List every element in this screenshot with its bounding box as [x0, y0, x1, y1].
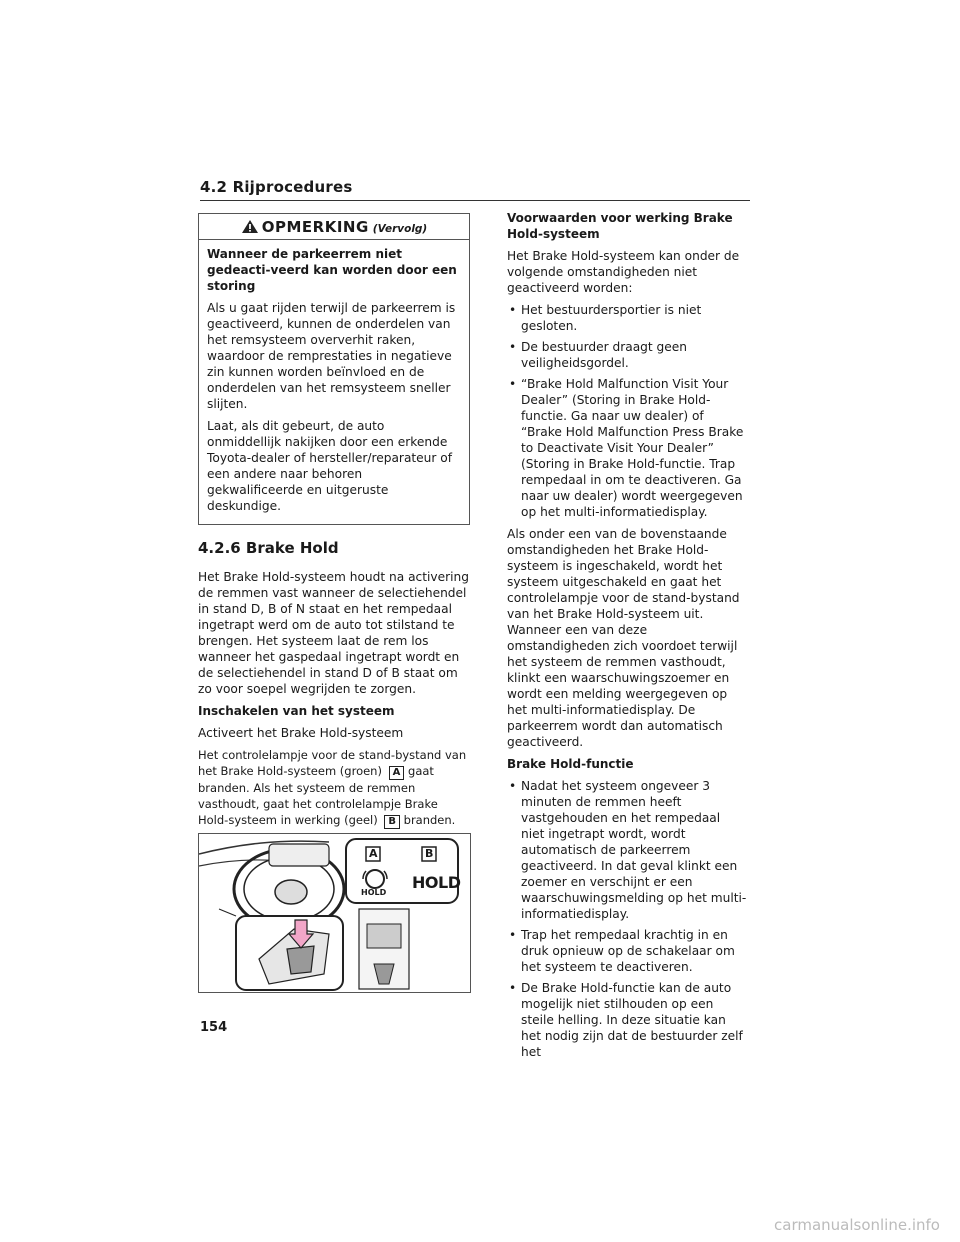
enable-text: Activeert het Brake Hold-systeem — [198, 726, 404, 740]
section-intro: Het Brake Hold-systeem houdt na activering de remmen vast wanneer de selectiehendel in stand D, B of N staat en het rempedaal ingetrapt werd om de auto tot stilstand te brengen. Het systeem laat de rem los wanneer het gaspedaal ingetrapt wordt en de selectiehendel in stand D of B staat om zo voor soepel wegrijden te zorgen. — [198, 570, 469, 696]
page-header — [200, 178, 750, 201]
figure-label-a: A — [369, 847, 378, 860]
lamp-text-3: branden. — [403, 813, 456, 827]
lamp-text-1: Het controlelampje voor de stand-bystand van het Brake Hold-systeem (groen) — [198, 748, 467, 778]
header-rule — [200, 200, 750, 201]
note-continued: (Vervolg) — [372, 223, 428, 235]
note-paragraph-1: Als u gaat rijden terwijl de parkeerrem is geactiveerd, kunnen de onderdelen van het remsysteem oververhit raken, waardoor de remprestaties in negatieve zin kunnen worden beïnvloed en de onderdelen van het remsysteem sneller slijten. — [207, 301, 456, 411]
function-heading: Brake Hold-functie — [507, 757, 634, 771]
label-a-tag: A — [389, 766, 405, 780]
conditions-intro: Het Brake Hold-systeem kan onder de volgende omstandigheden niet geactiveerd worden: — [507, 249, 740, 295]
list-item: • Trap het rempedaal krachtig in en druk opnieuw op de schakelaar om het systeem te deactiveren. — [509, 928, 735, 974]
label-b-tag: B — [384, 815, 400, 829]
figure-label-b: B — [425, 847, 434, 860]
note-subtitle: Wanneer de parkeerrem niet gedeacti-veerd kan worden door een storing — [207, 247, 457, 293]
note-title: OPMERKING — [261, 218, 369, 236]
warning-note-box — [198, 213, 470, 525]
conditions-list — [507, 302, 747, 520]
header-title: 4.2 Rijprocedures — [200, 178, 353, 196]
lamp-description — [198, 747, 470, 829]
note-paragraph-2: Laat, als dit gebeurt, de auto onmiddellijk nakijken door een erkende Toyota-dealer of hersteller/reparateur of een andere naar behoren gekwalificeerde en uitgeruste deskundige. — [207, 419, 453, 513]
hold-standby-indicator-text: HOLD — [361, 888, 387, 897]
page-number: 154 — [200, 1020, 228, 1035]
list-item: • Nadat het systeem ongeveer 3 minuten de remmen heeft vastgehouden en het rempedaal niet ingetrapt wordt, wordt automatisch de parkeerrem geactiveerd. In dat geval klinkt een zoemer en verschijnt er een waarschuwingsmelding op het multi-informatiedisplay. — [509, 779, 747, 921]
left-column — [198, 213, 470, 835]
hold-active-indicator-text: HOLD — [412, 873, 461, 892]
function-list — [507, 778, 747, 1060]
section-title: 4.2.6 Brake Hold — [198, 539, 339, 557]
watermark: carmanualsonline.info — [774, 1216, 940, 1234]
conditions-after: Als onder een van de bovenstaande omstandigheden het Brake Hold-systeem is ingeschakeld, wordt het systeem uitgeschakeld en gaat het controlelampje voor de stand-bystand van het Brake Hold-systeem uit. Wanneer een van deze omstandigheden zich voordoet terwijl het systeem de remmen vasthoudt, klinkt een waarschuwingszoemer en wordt een melding weergegeven op het multi-informatiedisplay. De parkeerrem wordt dan automatisch geactiveerd. — [507, 527, 740, 749]
list-item: • De bestuurder draagt geen veiligheidsgordel. — [509, 340, 688, 370]
right-column — [507, 210, 747, 1066]
list-item: • Het bestuurdersportier is niet gesloten. — [509, 303, 702, 333]
note-header — [199, 214, 469, 240]
lamp-text-2: gaat branden. Als het systeem de remmen vasthoudt, gaat het controlelampje Brake Hold-systeem in werking (geel) — [198, 764, 438, 827]
brake-hold-illustration — [198, 833, 471, 993]
enable-heading: Inschakelen van het systeem — [198, 704, 395, 718]
conditions-heading: Voorwaarden voor werking Brake Hold-systeem — [507, 211, 733, 241]
warning-triangle-icon — [241, 219, 259, 234]
list-item: • “Brake Hold Malfunction Visit Your Dealer” (Storing in Brake Hold-functie. Ga naar uw dealer) of “Brake Hold Malfunction Press Brake to Deactivate Visit Your Dealer” (Storing in Brake Hold-functie. Trap rempedaal in om te deactiveren. Ga naar uw dealer) wordt weergegeven op het multi-informatiedisplay. — [509, 377, 744, 519]
list-item: • De Brake Hold-functie kan de auto mogelijk niet stilhouden op een steile helling. In deze situatie kan het nodig zijn dat de bestuurder zelf het — [509, 981, 743, 1059]
